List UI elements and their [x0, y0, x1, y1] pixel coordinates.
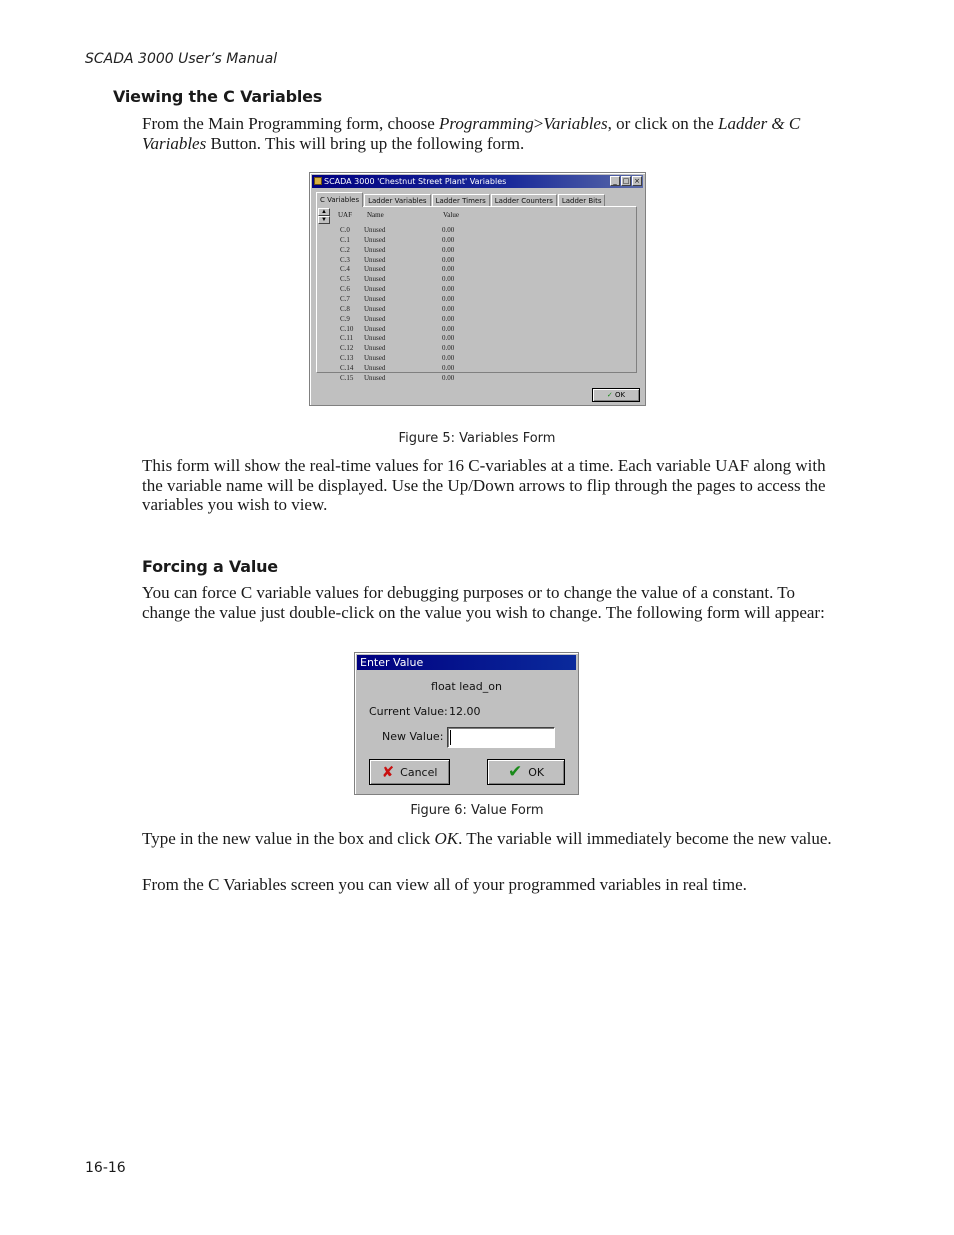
cell-value[interactable]: 0.00 — [442, 294, 455, 303]
type-value-paragraph — [142, 829, 842, 849]
new-value-input[interactable] — [447, 727, 555, 748]
tab-ladder-counters[interactable]: Ladder Counters — [491, 194, 557, 206]
current-value: 12.00 — [449, 705, 481, 718]
cell-uaf: C.7 — [340, 294, 350, 303]
text: From the Main Programming form, choose — [142, 114, 439, 133]
table-row — [338, 284, 468, 294]
variables-ok-button[interactable] — [592, 388, 640, 402]
page-number: 16-16 — [85, 1160, 126, 1176]
cell-uaf: C.13 — [340, 354, 354, 363]
window-title: SCADA 3000 'Chestnut Street Plant' Variables — [324, 177, 507, 186]
check-icon: ✔ — [507, 761, 523, 782]
column-header-uaf: UAF — [338, 211, 353, 219]
cell-uaf: C.10 — [340, 324, 354, 333]
dialog-title: Enter Value — [357, 655, 576, 670]
cell-name: Unused — [364, 294, 386, 303]
cancel-x-icon: ✘ — [381, 762, 395, 781]
cell-name: Unused — [364, 255, 386, 264]
cell-value[interactable]: 0.00 — [442, 245, 455, 254]
cell-name: Unused — [364, 314, 386, 323]
table-row — [338, 225, 468, 235]
column-header-name: Name — [367, 211, 384, 219]
page-down-arrow-icon[interactable]: ▼ — [318, 216, 330, 224]
cell-value[interactable]: 0.00 — [442, 314, 455, 323]
check-icon: ✓ — [606, 391, 613, 399]
cell-uaf: C.4 — [340, 265, 350, 274]
page-up-arrow-icon[interactable]: ▲ — [318, 208, 330, 216]
page-spinner — [318, 208, 330, 224]
column-header-value: Value — [443, 211, 459, 219]
cell-uaf: C.12 — [340, 344, 354, 353]
button-name-ladder-c-variables: Ladder & C Variables — [142, 114, 801, 153]
enter-value-dialog — [354, 652, 579, 795]
cell-name: Unused — [364, 275, 386, 284]
cancel-button[interactable] — [369, 759, 450, 785]
table-row — [338, 304, 468, 314]
text: , or click on the — [607, 114, 719, 133]
figure-6-caption: Figure 6: Value Form — [410, 803, 544, 818]
cell-name: Unused — [364, 373, 386, 382]
table-row — [338, 373, 468, 383]
cell-value[interactable]: 0.00 — [442, 334, 455, 343]
table-row — [338, 353, 468, 363]
cell-name: Unused — [364, 334, 386, 343]
table-row — [338, 245, 468, 255]
cell-uaf: C.0 — [340, 226, 350, 234]
cell-uaf: C.8 — [340, 304, 350, 313]
section-heading-viewing: Viewing the C Variables — [113, 87, 323, 106]
table-row — [338, 294, 468, 304]
variable-name: float lead_on — [431, 680, 502, 693]
cell-name: Unused — [364, 324, 386, 333]
cell-uaf: C.5 — [340, 275, 350, 284]
cell-uaf: C.3 — [340, 255, 350, 264]
cell-value[interactable]: 0.00 — [442, 275, 455, 284]
table-row — [338, 255, 468, 265]
new-value-label: New Value: — [382, 730, 444, 743]
variables-description-paragraph: This form will show the real-time values for 16 C-variables at a time. Each variable UAF along with the variable name will be displayed. Use the Up/Down arrows to flip through the pages to access the variables you wish to view. — [142, 456, 826, 514]
current-value-label: Current Value: — [369, 705, 448, 718]
ok-button[interactable] — [487, 759, 565, 785]
cell-value[interactable]: 0.00 — [442, 354, 455, 363]
text-caret — [450, 730, 451, 745]
cell-uaf: C.2 — [340, 245, 350, 254]
cell-name: Unused — [364, 344, 386, 353]
cell-name: Unused — [364, 304, 386, 313]
text: Button. This will bring up the following form. — [206, 133, 525, 153]
cell-value[interactable]: 0.00 — [442, 235, 455, 244]
realtime-paragraph: From the C Variables screen you can view all of your programmed variables in real time. — [142, 875, 747, 894]
cell-uaf: C.14 — [340, 363, 354, 372]
cell-uaf: C.11 — [340, 334, 354, 343]
cell-name: Unused — [364, 235, 386, 244]
text: . The variable will immediately become the new value. — [458, 829, 832, 848]
cell-value[interactable]: 0.00 — [442, 265, 455, 274]
cell-value[interactable]: 0.00 — [442, 226, 455, 234]
cell-name: Unused — [364, 265, 386, 274]
tab-ladder-variables[interactable]: Ladder Variables — [364, 194, 430, 206]
menu-path-variables: Variables — [543, 114, 608, 133]
forcing-paragraph: You can force C variable values for debugging purposes or to change the value of a constant. To change the value just double-click on the value you wish to change. The following form will appear: — [142, 583, 825, 622]
window-titlebar — [312, 175, 643, 188]
maximize-icon[interactable]: □ — [622, 177, 630, 185]
figure-5-caption: Figure 5: Variables Form — [398, 431, 556, 446]
cell-value[interactable]: 0.00 — [442, 255, 455, 264]
app-icon — [314, 177, 322, 185]
cancel-label: Cancel — [400, 765, 438, 779]
table-row — [338, 333, 468, 343]
cell-value[interactable]: 0.00 — [442, 344, 455, 353]
text: > — [533, 114, 544, 133]
intro-paragraph — [142, 114, 842, 153]
cell-name: Unused — [364, 285, 386, 294]
cell-value[interactable]: 0.00 — [442, 304, 455, 313]
tab-strip — [316, 192, 606, 207]
tab-ladder-bits[interactable]: Ladder Bits — [558, 194, 606, 206]
cell-name: Unused — [364, 245, 386, 254]
ok-emphasis: OK — [434, 829, 459, 848]
text: Type in the new value in the box and click — [142, 829, 435, 848]
table-row — [338, 343, 468, 353]
table-row — [338, 264, 468, 274]
section-heading-forcing: Forcing a Value — [142, 557, 278, 576]
cell-value[interactable]: 0.00 — [442, 373, 455, 382]
cell-value[interactable]: 0.00 — [442, 285, 455, 294]
cell-name: Unused — [364, 354, 386, 363]
cell-uaf: C.1 — [340, 235, 350, 244]
close-icon[interactable]: × — [632, 176, 642, 186]
ok-label: OK — [615, 391, 626, 399]
menu-path-programming: Programming — [439, 114, 534, 133]
tab-c-variables[interactable]: C Variables — [316, 192, 363, 207]
cell-uaf: C.9 — [340, 314, 350, 323]
cell-name: Unused — [364, 226, 386, 234]
tab-ladder-timers[interactable]: Ladder Timers — [432, 194, 490, 206]
table-row — [338, 274, 468, 284]
minimize-icon[interactable]: _ — [610, 176, 620, 186]
cell-uaf: C.15 — [340, 373, 354, 382]
table-row — [338, 363, 468, 373]
table-row — [338, 235, 468, 245]
table-row — [338, 314, 468, 324]
cell-name: Unused — [364, 363, 386, 372]
cell-value[interactable]: 0.00 — [442, 363, 455, 372]
running-head: SCADA 3000 User’s Manual — [85, 51, 278, 67]
cell-value[interactable]: 0.00 — [442, 324, 455, 333]
table-row — [338, 324, 468, 334]
ok-label: OK — [528, 765, 545, 779]
cell-uaf: C.6 — [340, 285, 350, 294]
